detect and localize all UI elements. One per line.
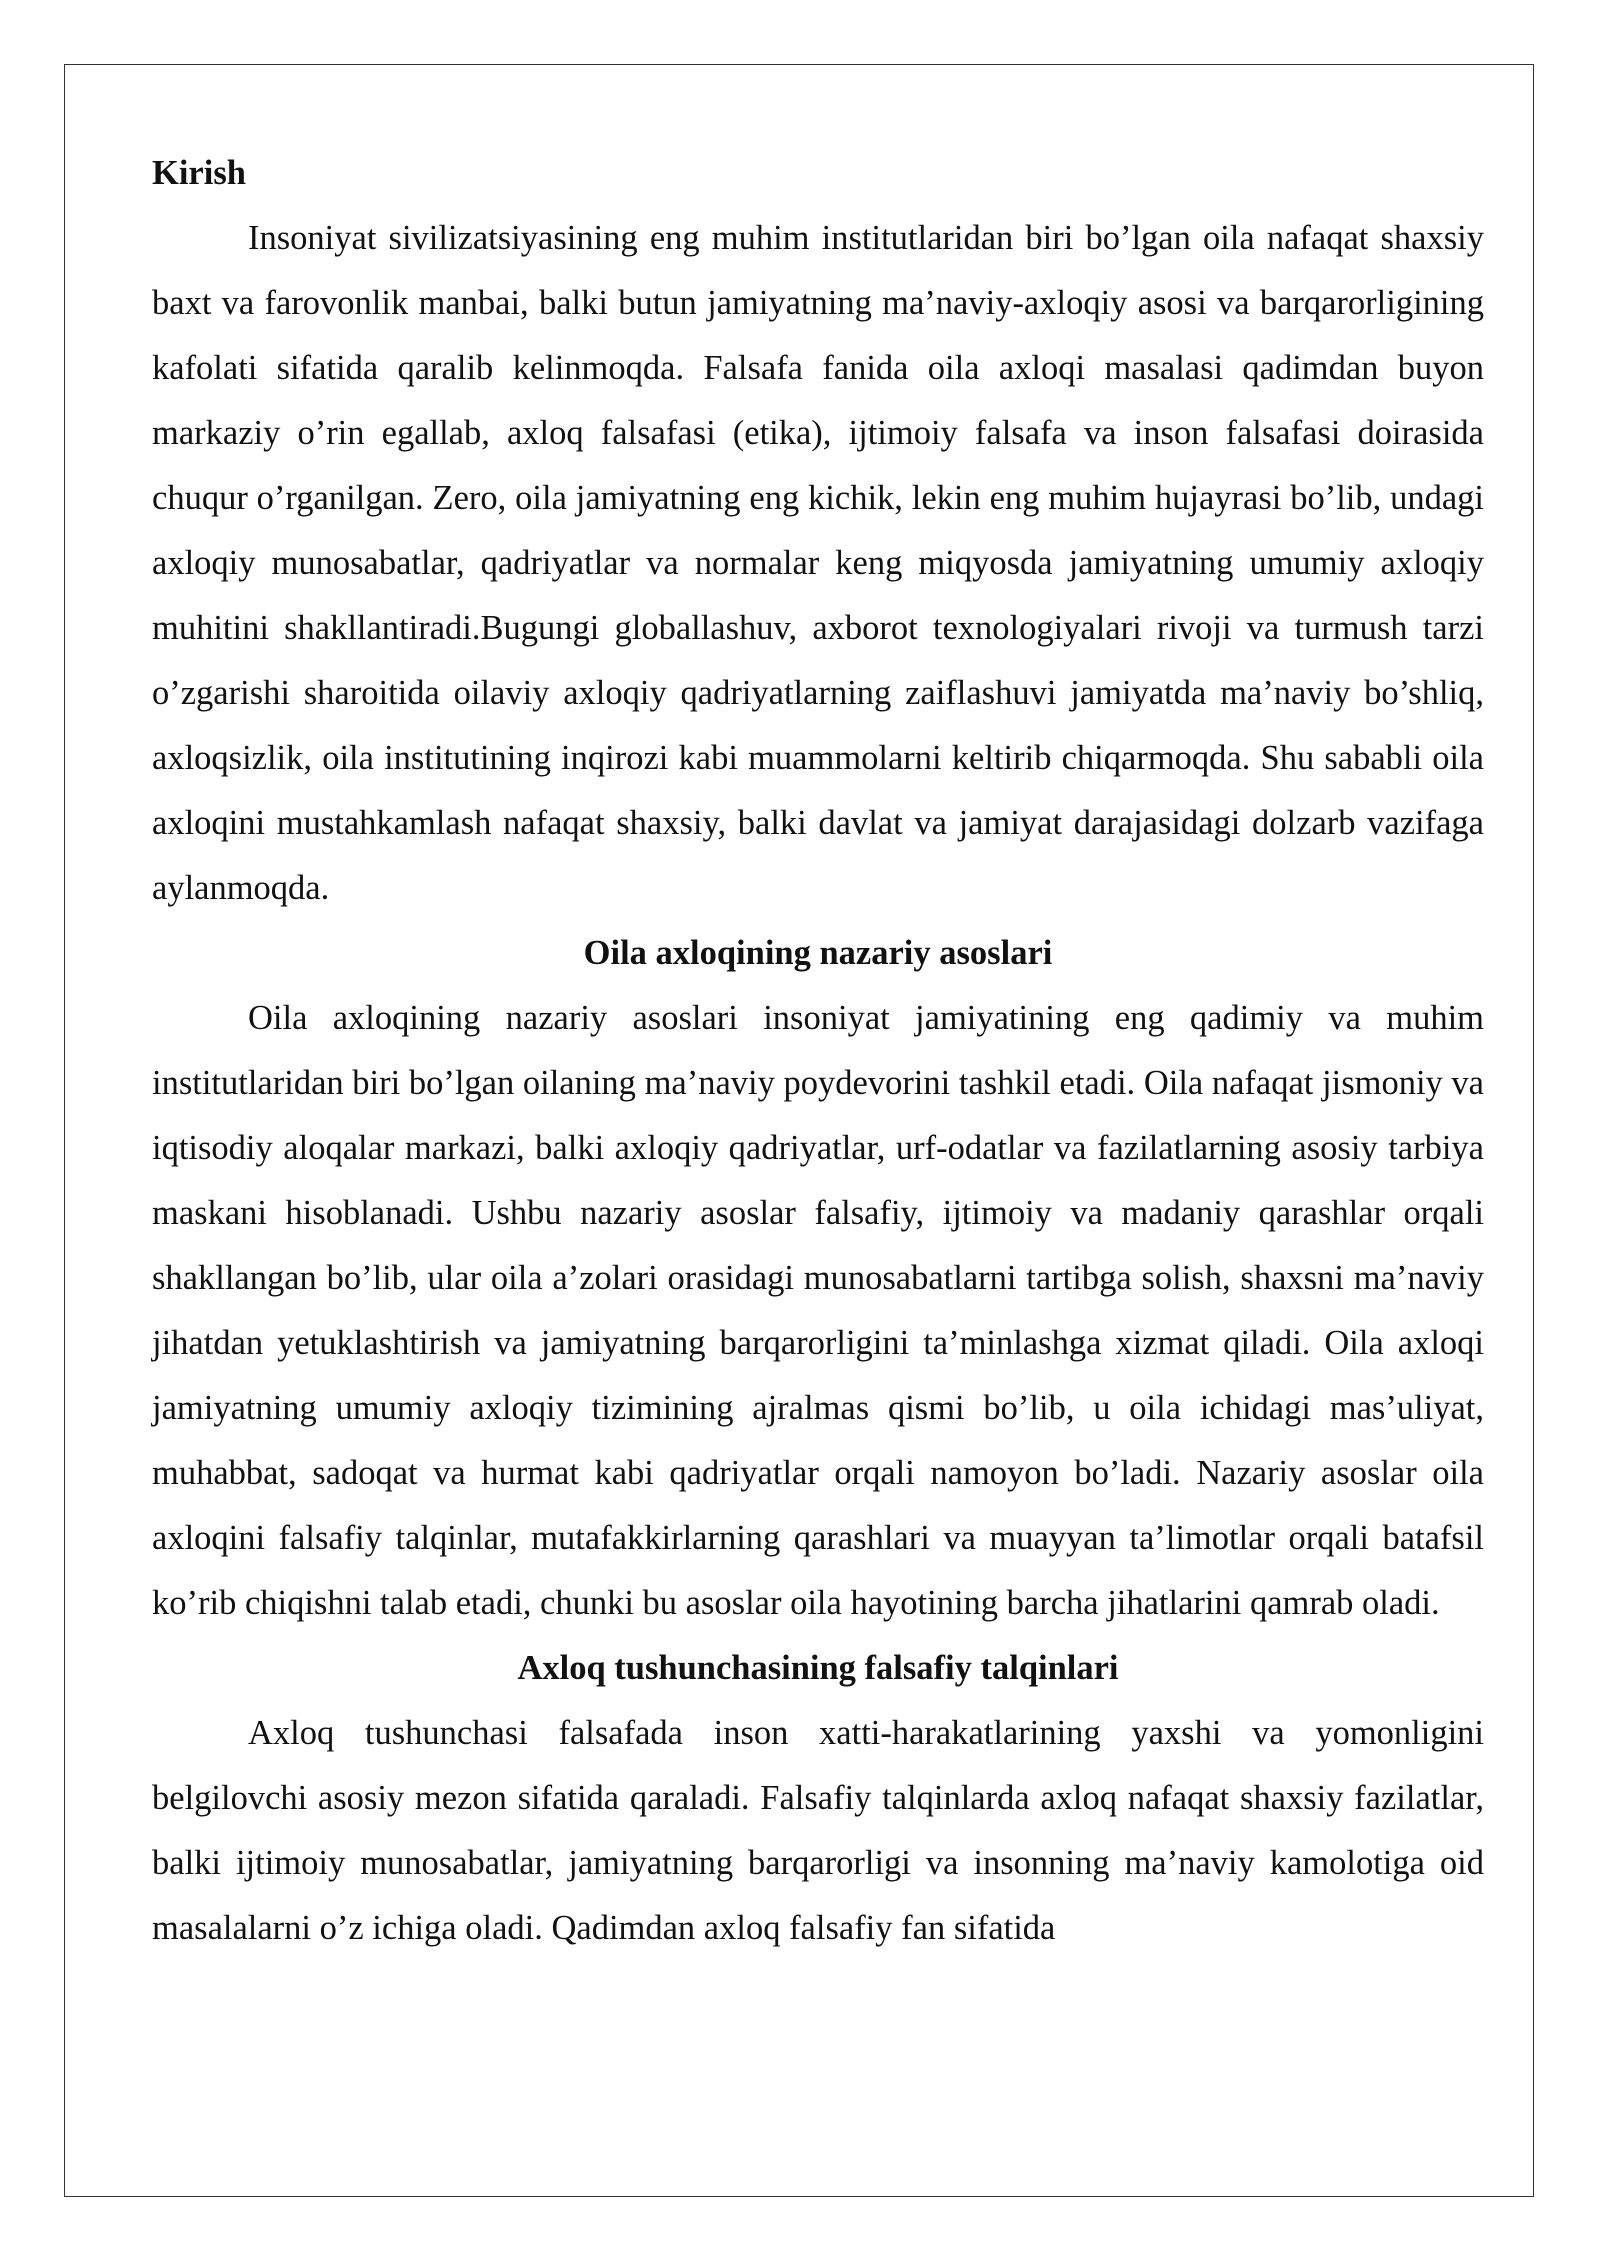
section-heading-nazariy-asoslar: Oila axloqining nazariy asoslari: [583, 934, 1053, 972]
paragraph-kirish: Insoniyat sivilizatsiyasining eng muhim institutlaridan biri bo’lgan oila nafaqat shaxsiy baxt va farovonlik manbai, balki butun jamiyatning ma’naviy-axloqiy asosi va barqarorligining kafolati sifatida qaralib kelinmoqda. Falsafa fanida oila axloqi masalasi qadimdan buyon markaziy o’rin egallab, axloq falsafasi (etika), ijtimoiy falsafa va inson falsafasi doirasida chuqur o’rganilgan. Zero, oila jamiyatning eng kichik, lekin eng muhim hujayrasi bo’lib, undagi axloqiy munosabatlar, qadriyatlar va normalar keng miqyosda jamiyatning umumiy axloqiy muhitini shakllantiradi.Bugungi globallashuv, axborot texnologiyalari rivoji va turmush tarzi o’zgarishi sharoitida oilaviy axloqiy qadriyatlarning zaiflashuvi jamiyatda ma’naviy bo’shliq, axloqsizlik, oila institutining inqirozi kabi muammolarni keltirib chiqarmoqda. Shu sababli oila axloqini mustahkamlash nafaqat shaxsiy, balki davlat va jamiyat darajasidagi dolzarb vazifaga aylanmoqda.: [152, 219, 1484, 907]
section-heading-falsafiy-talqinlar: Axloq tushunchasining falsafiy talqinlari: [517, 1649, 1119, 1687]
document-body: [152, 141, 1484, 1961]
section-heading-kirish: Kirish: [152, 154, 246, 192]
paragraph-nazariy-asoslar: Oila axloqining nazariy asoslari insoniyat jamiyatining eng qadimiy va muhim institutlaridan biri bo’lgan oilaning ma’naviy poydevorini tashkil etadi. Oila nafaqat jismoniy va iqtisodiy aloqalar markazi, balki axloqiy qadriyatlar, urf-odatlar va fazilatlarning asosiy tarbiya maskani hisoblanadi. Ushbu nazariy asoslar falsafiy, ijtimoiy va madaniy qarashlar orqali shakllangan bo’lib, ular oila a’zolari orasidagi munosabatlarni tartibga solish, shaxsni ma’naviy jihatdan yetuklashtirish va jamiyatning barqarorligini ta’minlashga xizmat qiladi. Oila axloqi jamiyatning umumiy axloqiy tizimining ajralmas qismi bo’lib, u oila ichidagi mas’uliyat, muhabbat, sadoqat va hurmat kabi qadriyatlar orqali namoyon bo’ladi. Nazariy asoslar oila axloqini falsafiy talqinlar, mutafakkirlarning qarashlari va muayyan ta’limotlar orqali batafsil ko’rib chiqishni talab etadi, chunki bu asoslar oila hayotining barcha jihatlarini qamrab oladi.: [152, 999, 1484, 1622]
paragraph-falsafiy-talqinlar: Axloq tushunchasi falsafada inson xatti-harakatlarining yaxshi va yomonligini belgilovchi asosiy mezon sifatida qaraladi. Falsafiy talqinlarda axloq nafaqat shaxsiy fazilatlar, balki ijtimoiy munosabatlar, jamiyatning barqarorligi va insonning ma’naviy kamolotiga oid masalalarni o’z ichiga oladi. Qadimdan axloq falsafiy fan sifatida: [152, 1714, 1484, 1947]
